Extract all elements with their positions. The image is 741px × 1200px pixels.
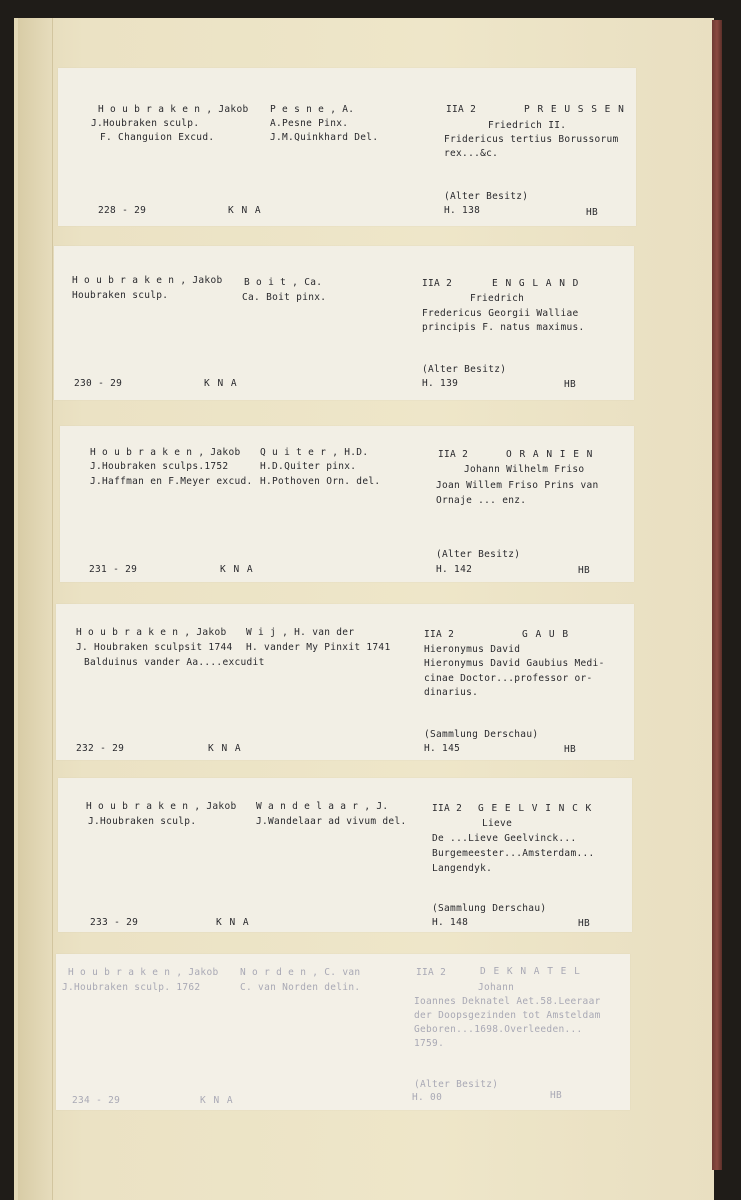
inscription-line: 1759.: [414, 1038, 445, 1049]
inscription-line: De ...Lieve Geelvinck...: [432, 833, 577, 844]
painter-line: H.Pothoven Orn. del.: [260, 476, 381, 487]
inventory-number: 231 - 29: [89, 564, 138, 575]
painter-line: J.Wandelaar ad vivum del.: [256, 816, 407, 827]
height-number: H. 00: [412, 1092, 443, 1103]
provenance: (Alter Besitz): [422, 364, 507, 375]
provenance: (Sammlung Derschau): [432, 903, 547, 914]
cataloguer-initials: HB: [578, 565, 591, 576]
artist-name: H o u b r a k e n , Jakob: [90, 447, 241, 458]
dynasty-heading: D E K N A T E L: [480, 966, 581, 977]
catalog-card: [54, 246, 634, 400]
dynasty-heading: G A U B: [522, 629, 570, 640]
collection-code: K N A: [208, 743, 242, 754]
album-spine: [712, 20, 722, 1170]
artist-name: H o u b r a k e n , Jakob: [72, 275, 223, 286]
class-code: IIA 2: [446, 104, 477, 115]
artist-name: H o u b r a k e n , Jakob: [98, 104, 249, 115]
dynasty-heading: E N G L A N D: [492, 278, 580, 289]
artist-line: J.Houbraken sculp.: [91, 118, 200, 129]
cataloguer-initials: HB: [564, 379, 577, 390]
catalog-card: [58, 778, 632, 932]
inventory-number: 230 - 29: [74, 378, 123, 389]
inscription-line: dinarius.: [424, 687, 479, 698]
subject-name: Friedrich II.: [488, 120, 567, 131]
painter-line: H. vander My Pinxit 1741: [246, 642, 391, 653]
class-code: IIA 2: [416, 967, 447, 978]
height-number: H. 148: [432, 917, 469, 928]
provenance: (Alter Besitz): [444, 191, 529, 202]
artist-name: H o u b r a k e n , Jakob: [76, 627, 227, 638]
inventory-number: 234 - 29: [72, 1095, 121, 1106]
painter-line: C. van Norden delin.: [240, 982, 361, 993]
cataloguer-initials: HB: [578, 918, 591, 929]
painter-name: N o r d e n , C. van: [240, 967, 361, 978]
artist-line: Houbraken sculp.: [72, 290, 169, 301]
inscription-line: Hieronymus David Gaubius Medi-: [424, 658, 605, 669]
artist-line: J.Houbraken sculp.: [88, 816, 197, 827]
painter-name: B o i t , Ca.: [244, 277, 323, 288]
class-code: IIA 2: [424, 629, 455, 640]
dynasty-heading: P R E U S S E N: [524, 104, 625, 115]
class-code: IIA 2: [422, 278, 453, 289]
subject-name: Lieve: [482, 818, 513, 829]
height-number: H. 138: [444, 205, 481, 216]
artist-line: J.Houbraken sculp. 1762: [62, 982, 201, 993]
inscription-line: Ornaje ... enz.: [436, 495, 527, 506]
subject-name: Johann Wilhelm Friso: [464, 464, 585, 475]
catalog-card: [56, 954, 630, 1110]
artist-line: J.Houbraken sculps.1752: [90, 461, 229, 472]
artist-line: J.Haffman en F.Meyer excud.: [90, 476, 253, 487]
inscription-line: Burgemeester...Amsterdam...: [432, 848, 595, 859]
provenance: (Alter Besitz): [414, 1079, 499, 1090]
collection-code: K N A: [220, 564, 254, 575]
collection-code: K N A: [204, 378, 238, 389]
class-code: IIA 2: [438, 449, 469, 460]
provenance: (Sammlung Derschau): [424, 729, 539, 740]
artist-line: Balduinus vander Aa....excudit: [84, 657, 265, 668]
inscription-line: Ioannes Deknatel Aet.58.Leeraar: [414, 996, 601, 1007]
inscription-line: rex...&c.: [444, 148, 499, 159]
inventory-number: 228 - 29: [98, 205, 147, 216]
subject-name: Hieronymus David: [424, 644, 521, 655]
cataloguer-initials: HB: [586, 207, 599, 218]
subject-name: Friedrich: [470, 293, 525, 304]
dynasty-heading: G E E L V I N C K: [478, 803, 593, 814]
painter-line: Ca. Boit pinx.: [242, 292, 327, 303]
catalog-card: [56, 604, 634, 760]
painter-name: W a n d e l a a r , J.: [256, 801, 389, 812]
collection-code: K N A: [216, 917, 250, 928]
inscription-line: Geboren...1698.Overleeden...: [414, 1024, 583, 1035]
collection-code: K N A: [228, 205, 262, 216]
page-binding-edge: [18, 18, 53, 1200]
cataloguer-initials: HB: [550, 1090, 563, 1101]
provenance: (Alter Besitz): [436, 549, 521, 560]
height-number: H. 145: [424, 743, 461, 754]
inscription-line: Fridericus tertius Borussorum: [444, 134, 619, 145]
painter-name: Q u i t e r , H.D.: [260, 447, 369, 458]
inscription-line: Joan Willem Friso Prins van: [436, 480, 599, 491]
inventory-number: 233 - 29: [90, 917, 139, 928]
artist-line: J. Houbraken sculpsit 1744: [76, 642, 233, 653]
artist-name: H o u b r a k e n , Jakob: [68, 967, 219, 978]
painter-name: P e s n e , A.: [270, 104, 355, 115]
painter-line: J.M.Quinkhard Del.: [270, 132, 379, 143]
artist-name: H o u b r a k e n , Jakob: [86, 801, 237, 812]
inscription-line: Langendyk.: [432, 863, 493, 874]
inventory-number: 232 - 29: [76, 743, 125, 754]
height-number: H. 142: [436, 564, 473, 575]
inscription-line: principis F. natus maximus.: [422, 322, 585, 333]
dynasty-heading: O R A N I E N: [506, 449, 594, 460]
collection-code: K N A: [200, 1095, 234, 1106]
subject-name: Johann: [478, 982, 515, 993]
catalog-card: [58, 68, 636, 226]
class-code: IIA 2: [432, 803, 463, 814]
catalog-card: [60, 426, 634, 582]
artist-line: F. Changuion Excud.: [100, 132, 215, 143]
inscription-line: cinae Doctor...professor or-: [424, 673, 593, 684]
height-number: H. 139: [422, 378, 459, 389]
inscription-line: der Doopsgezinden tot Amsteldam: [414, 1010, 601, 1021]
painter-line: H.D.Quiter pinx.: [260, 461, 357, 472]
painter-name: W i j , H. van der: [246, 627, 355, 638]
painter-line: A.Pesne Pinx.: [270, 118, 349, 129]
cataloguer-initials: HB: [564, 744, 577, 755]
inscription-line: Fredericus Georgii Walliae: [422, 308, 579, 319]
